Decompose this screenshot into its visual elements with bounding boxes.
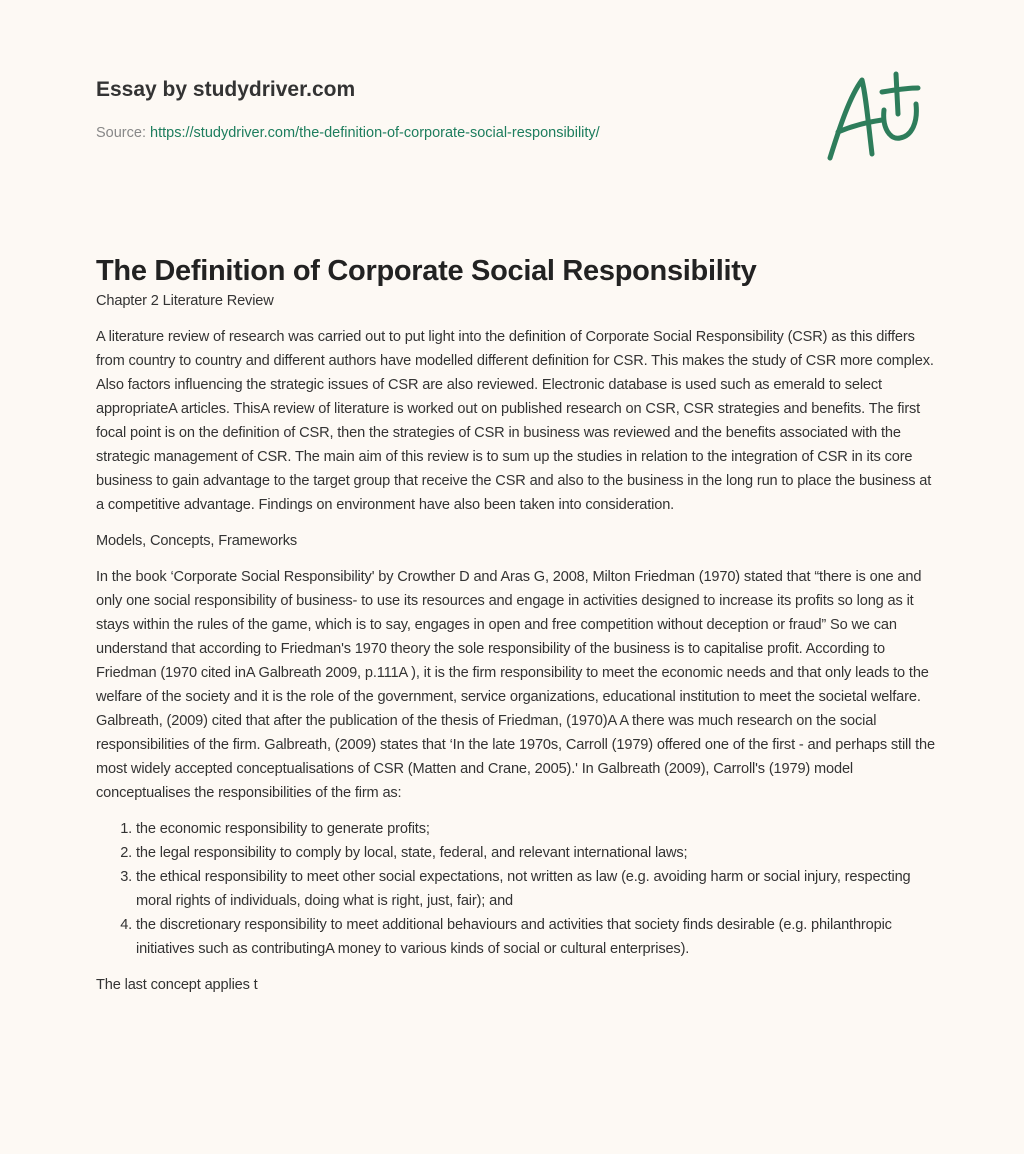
section-heading: Chapter 2 Literature Review [96, 293, 274, 309]
list-item: 3. the ethical responsibility to meet other social expectations, not written as law (e.g. avoiding harm or social injury, respecting moral rights of individuals, doing what is right, just, fair); and [136, 865, 936, 913]
list-item: 1. the economic responsibility to generate profits; [136, 817, 936, 841]
paragraph: A literature review of research was carried out to put light into the definition of Corporate Social Responsibility (CSR) as this differs from country to country and different authors have modelled different definition for CSR. This makes the study of CSR more complex. Also factors influencing the strategic issues of CSR are also reviewed. Electronic database is used such as emerald to select appropriateA articles. ThisA review of literature is worked out on published research on CSR, CSR strategies and benefits. The first focal point is on the definition of CSR, then the strategies of CSR in business was reviewed and the benefits associated with the strategic management of CSR. The main aim of this review is to sum up the studies in relation to the integration of CSR in its core business to gain advantage to the target group that receive the CSR and also to the business in the long run to place the business at a competitive advantage. Findings on environment have also been taken into consideration. [96, 329, 934, 513]
list-item: 4. the discretionary responsibility to meet additional behaviours and activities that society finds desirable (e.g. philanthropic initiatives such as contributingA money to various kinds of social or cultural enterprises). [136, 913, 936, 961]
article-title: The Definition of Corporate Social Responsibility [96, 255, 757, 287]
paragraph: The last concept applies t [96, 977, 258, 993]
article-body [96, 289, 936, 1009]
site-brand: Essay by studydriver.com [96, 78, 356, 101]
paragraph: In the book ‘Corporate Social Responsibility' by Crowther D and Aras G, 2008, Milton Friedman (1970) stated that “there is one and only one social responsibility of business- to use its resources and engage in activities designed to increase its profits so long as it stays within the rules of the game, which is to say, engages in open and free competition without deception or fraud” So we can understand that according to Friedman's 1970 theory the sole responsibility of the business is to capitalise profit. According to Friedman (1970 cited inA Galbreath 2009, p.111A ), it is the firm responsibility to meet the economic needs and that only leads to the welfare of the society and it is the role of the government, service organizations, educational institution to meet the societal welfare. Galbreath, (2009) cited that after the publication of the thesis of Friedman, (1970)A A there was much research on the social responsibilities of the firm. Galbreath, (2009) states that ‘In the late 1970s, Carroll (1979) offered one of the first - and perhaps still the most widely accepted conceptualisations of CSR (Matten and Crane, 2005).' In Galbreath (2009), Carroll's (1979) model conceptualises the responsibilities of the firm as: [96, 569, 935, 801]
source-line [96, 125, 600, 141]
source-label: Source: [96, 125, 146, 141]
responsibilities-list [96, 817, 936, 961]
source-link[interactable]: https://studydriver.com/the-definition-of-corporate-social-responsibility/ [150, 125, 600, 141]
section-heading: Models, Concepts, Frameworks [96, 533, 297, 549]
list-item: 2. the legal responsibility to comply by local, state, federal, and relevant international laws; [136, 841, 936, 865]
a-plus-logo-icon [820, 66, 930, 166]
